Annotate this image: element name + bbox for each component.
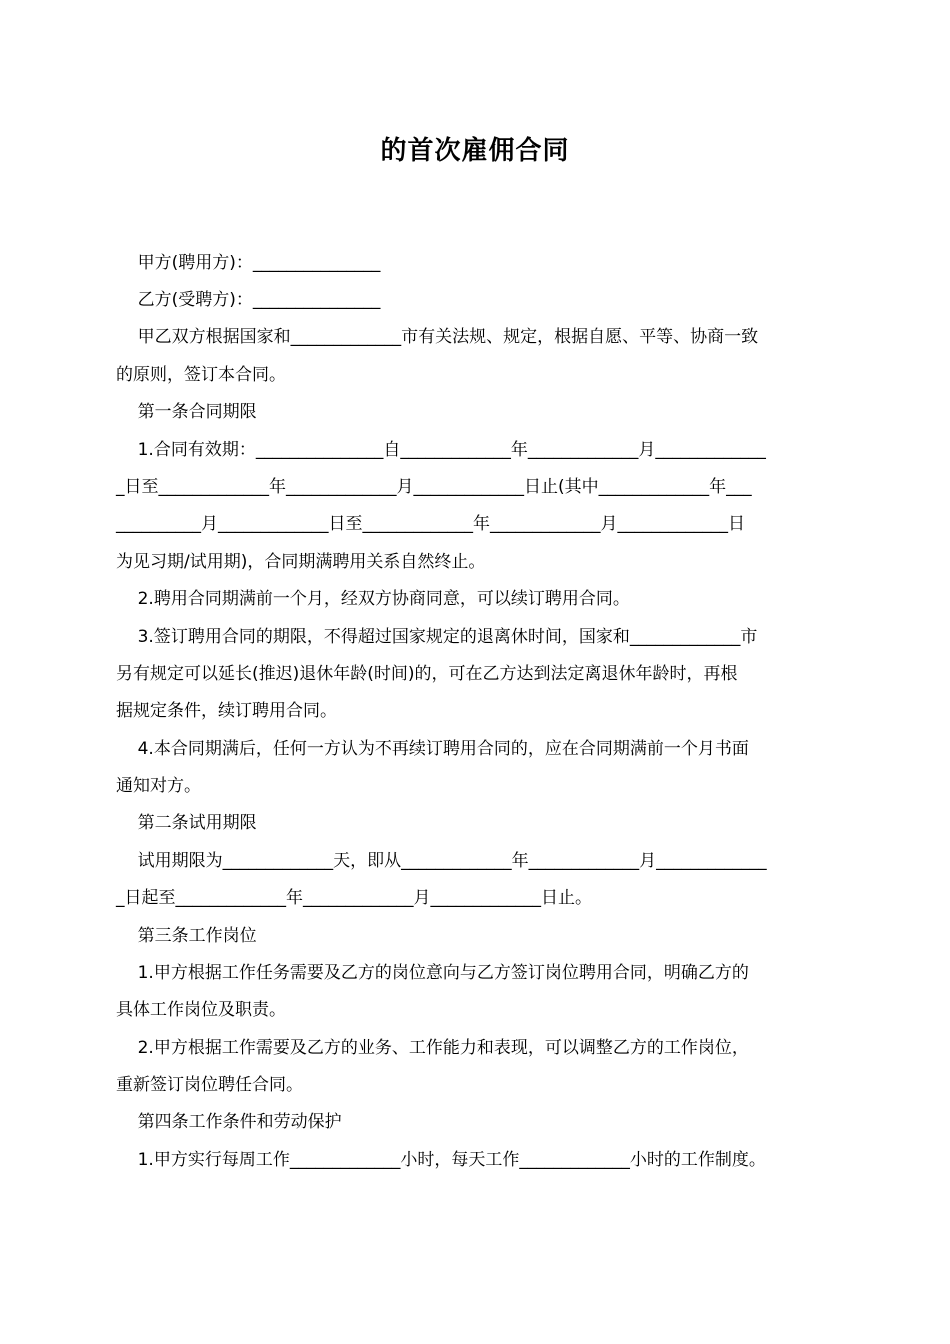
body-text-line: 的原则，签订本合同。 [116,365,286,385]
section-heading: 第四条工作条件和劳动保护 [116,1112,342,1132]
section-heading: 第二条试用期限 [116,813,257,833]
section-heading: 第三条工作岗位 [116,926,257,946]
body-text-line: 重新签订岗位聘任合同。 [116,1075,303,1095]
body-text-line: 为见习期/试用期)，合同期满聘用关系自然终止。 [116,552,486,572]
party-b-line: 乙方(受聘方)：_______________ [116,290,381,310]
body-text-line: 4.本合同期满后，任何一方认为不再续订聘用合同的，应在合同期满前一个月书面 [116,739,749,759]
body-text-line: 据规定条件，续订聘用合同。 [116,701,337,721]
section-heading: 第一条合同期限 [116,402,257,422]
body-text-line: 1.甲方实行每周工作_____________小时，每天工作_____________小时的工作制度。 [116,1150,766,1170]
document-title: 的首次雇佣合同 [380,136,570,166]
body-text-line: __________月_____________日至_____________年_____________月_____________日 [116,514,745,534]
body-text-line: 1.合同有效期：_______________自_____________年_____________月_____________ [116,440,766,460]
body-text-line: 2.甲方根据工作需要及乙方的业务、工作能力和表现，可以调整乙方的工作岗位， [116,1038,749,1058]
body-text-line: 3.签订聘用合同的期限，不得超过国家规定的退离休时间，国家和_____________市 [116,627,758,647]
body-text-line: 1.甲方根据工作任务需要及乙方的岗位意向与乙方签订岗位聘用合同，明确乙方的 [116,963,749,983]
body-text-line: 另有规定可以延长(推迟)退休年龄(时间)的，可在乙方达到法定离退休年龄时，再根 [116,664,738,684]
body-text-line: 通知对方。 [116,776,201,796]
party-a-line: 甲方(聘用方)：_______________ [116,253,381,273]
body-text-line: 具体工作岗位及职责。 [116,1000,286,1020]
body-text-line: 试用期限为_____________天，即从_____________年_____________月_____________ [116,851,767,871]
body-text-line: 甲乙双方根据国家和_____________市有关法规、规定，根据自愿、平等、协商一致 [116,327,759,347]
body-text-line: _日至_____________年_____________月_____________日止(其中_____________年___ [116,477,752,497]
body-text-line: 2.聘用合同期满前一个月，经双方协商同意，可以续订聘用合同。 [116,589,630,609]
body-text-line: _日起至_____________年_____________月_____________日止。 [116,888,592,908]
